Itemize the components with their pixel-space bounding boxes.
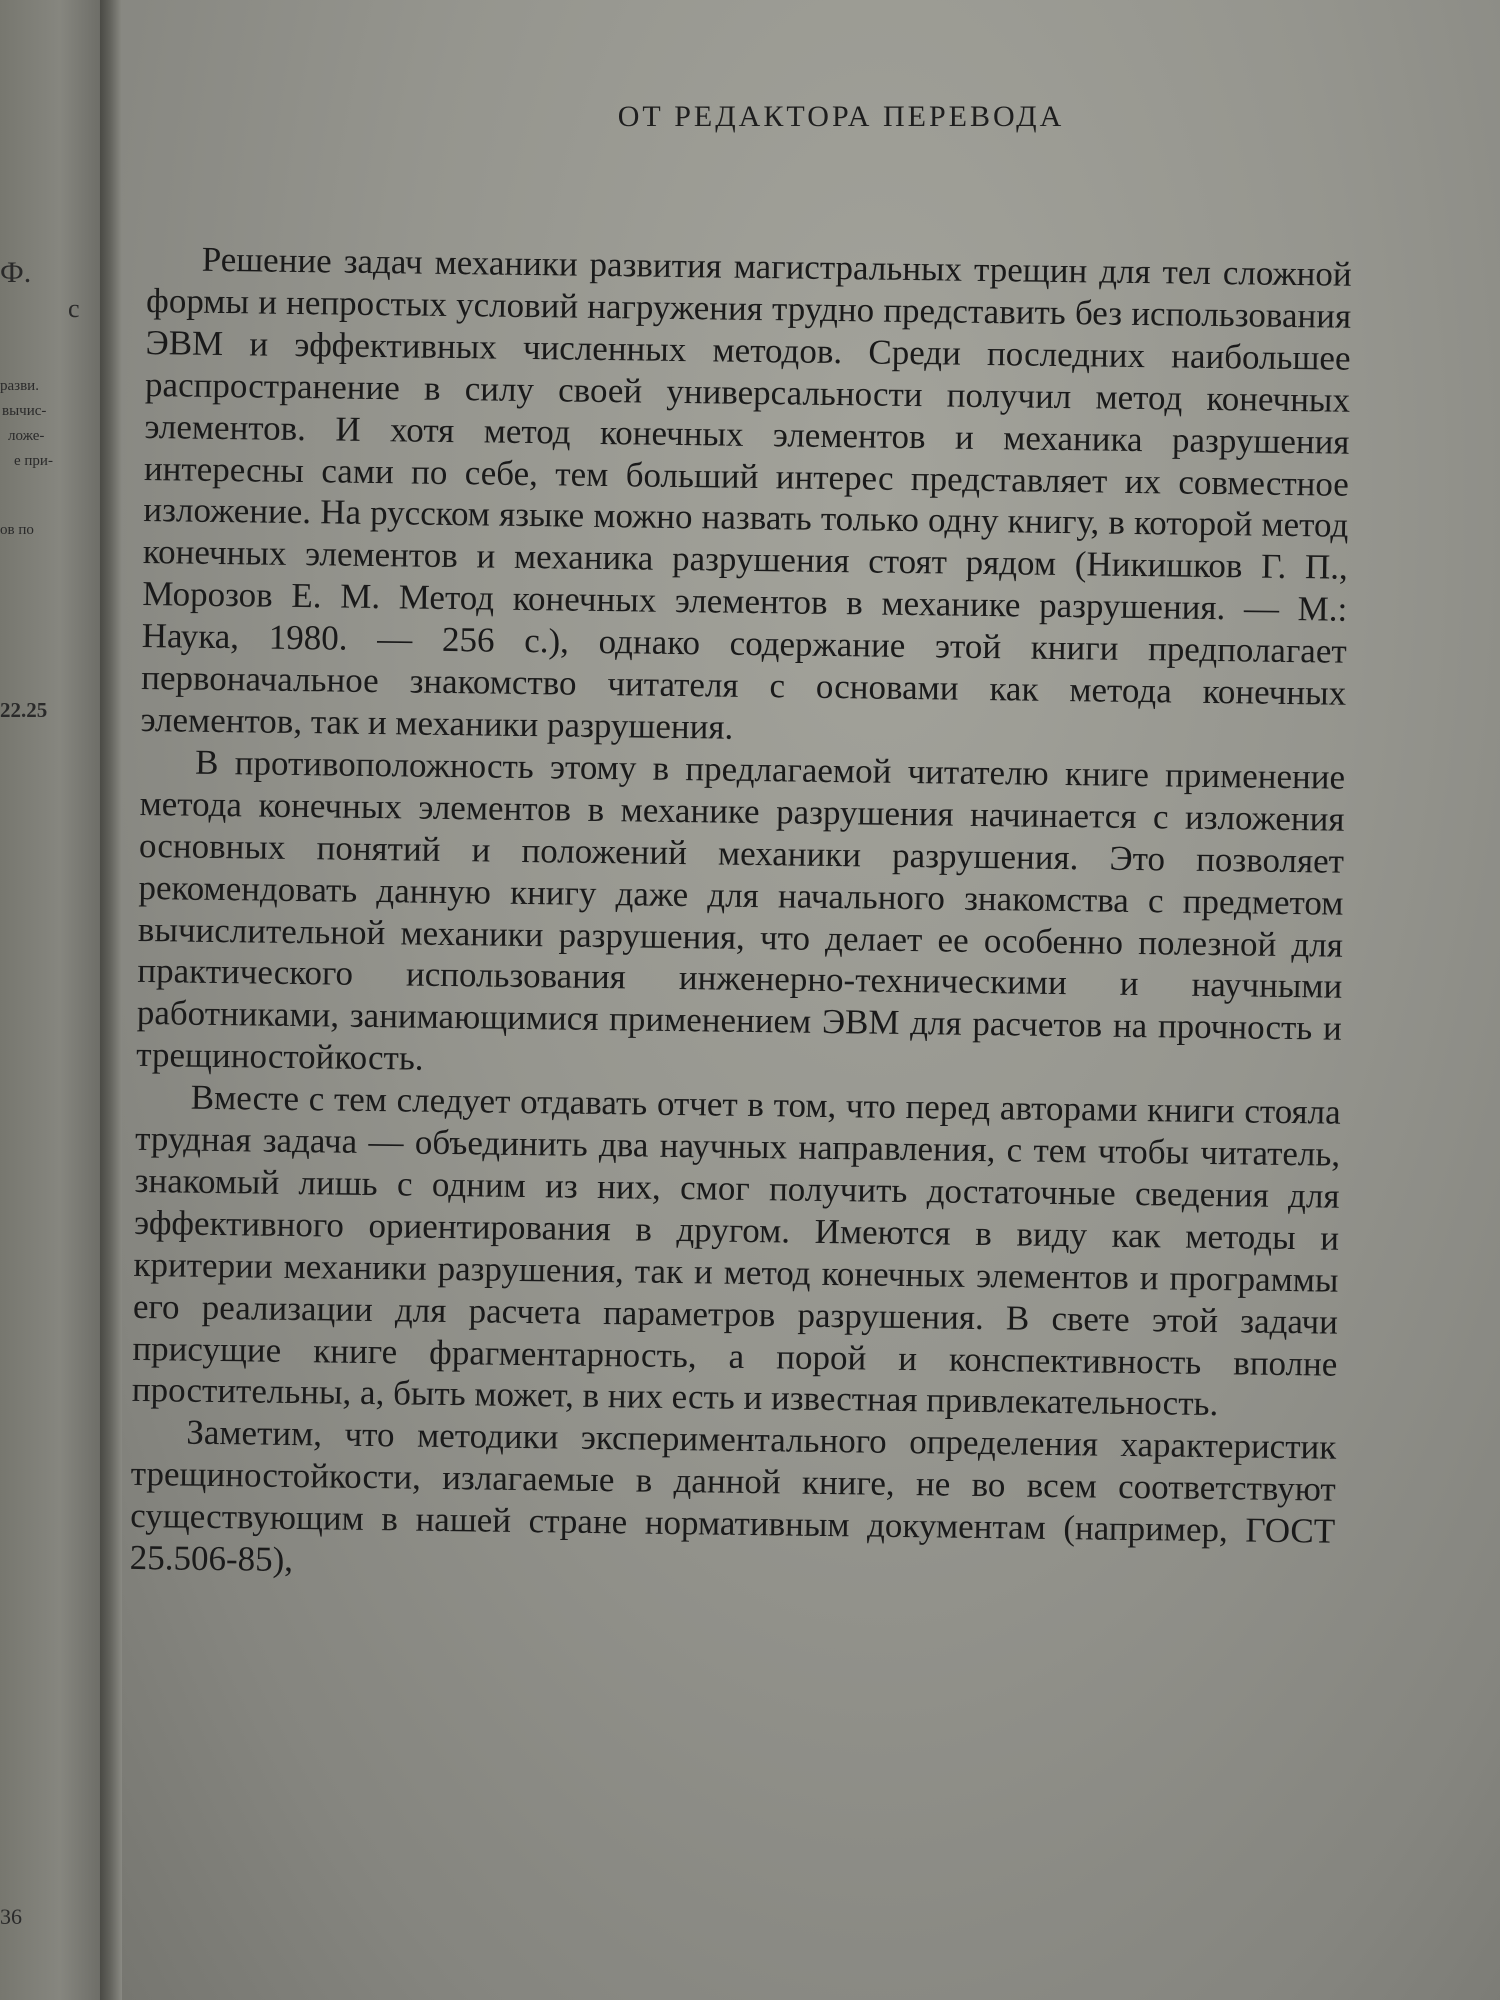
book-gutter bbox=[100, 0, 122, 2000]
paragraph: В противоположность этому в предлагаемой читателю книге применение метода конечных элементов в механике разрушения начинается с изложения основных понятий и положений механики разрушения. Это позволяет рекомендовать данную книгу даже для начального знакомства с предметом вычислительной механики разрушения, что делает ее особенно полезной для практического использования инженерно-техническими и научными работниками, занимающимися применением ЭВМ для расчетов на прочность и трещиностойкость. bbox=[136, 742, 1346, 1078]
left-page-fragment: Ф. bbox=[0, 256, 32, 289]
page-title: ОТ РЕДАКТОРА ПЕРЕВОДА bbox=[617, 100, 1065, 133]
book-page bbox=[122, 0, 1500, 2000]
page-body bbox=[129, 238, 1351, 1595]
left-page-fragment: ложе- bbox=[8, 428, 45, 444]
paragraph: Решение задач механики развития магистральных трещин для тел сложной формы и непростых условий нагружения трудно представить без использования ЭВМ и эффективных численных методов. Среди последних наибольшее распространение в силу своей универсальности получил метод конечных элементов. И хотя метод конечных элементов и механика разрушения интересны сами по себе, тем больший интерес представляет их совместное изложение. На русском языке можно назвать только одну книгу, в которой метод конечных элементов и механика разрушения стоят рядом (Никишков Г. П., Морозов Е. М. Метод конечных элементов в механике разрушения. — М.: Наука, 1980. — 256 с.), однако содержание этой книги предполагает первоначальное знакомство читателя с основами как метода конечных элементов, так и механики разрушения. bbox=[140, 239, 1352, 747]
paragraph: Вместе с тем следует отдавать отчет в том, что перед авторами книги стояла трудная задача — объединить два научных направления, с тем чтобы читатель, знакомый лишь с одним из них, смог получить достаточные сведения для эффективного ориентирования в другом. Имеются в виду как методы и критерии механики разрушения, так и метод конечных элементов и программы его реализации для расчета параметров разрушения. В свете этой задачи присущие книге фрагментарность, а порой и конспективность вполне простительны, а, быть может, в них есть и известная привлекательность. bbox=[131, 1077, 1341, 1424]
left-page-fragment: 36 bbox=[0, 1904, 22, 1929]
left-page-fragment: е при- bbox=[14, 453, 53, 469]
left-page-fragment: 22.25 bbox=[0, 698, 48, 722]
left-page-edge bbox=[0, 0, 100, 2000]
left-page-fragment: разви. bbox=[0, 378, 39, 394]
paragraph: Заметим, что методики экспериментального определения характеристик трещиностойкости, излагаемые в данной книге, не во всем соответствуют существующим в нашей стране нормативным документам (например, ГОСТ 25.506-85), bbox=[129, 1412, 1337, 1580]
left-page-fragment: вычис- bbox=[2, 403, 47, 419]
left-page-fragment: ов по bbox=[0, 522, 34, 538]
left-page-fragment: с bbox=[68, 294, 80, 323]
